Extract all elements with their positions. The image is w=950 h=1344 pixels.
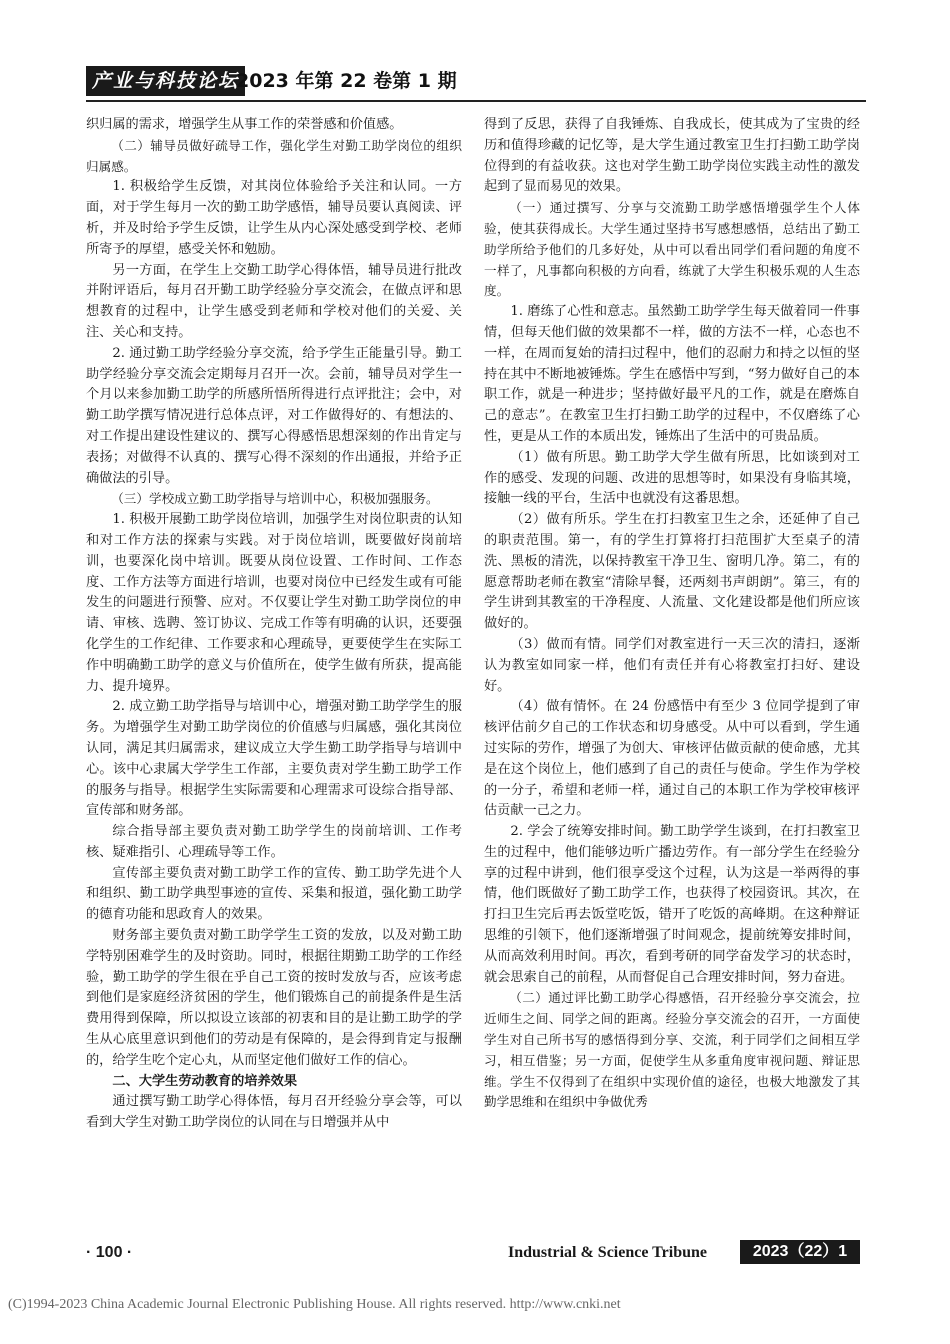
page-number: · 100 · [86, 1244, 133, 1261]
paragraph: 得到了反思，获得了自我锤炼、自我成长，使其成为了宝贵的经历和值得珍藏的记忆等，是大学生通过教室卫生打扫勤工助学岗位得到的有益收获。这也对学生勤工助学岗位实践主动性的激发起到了显而易见的效果。 [484, 117, 860, 195]
paragraph: 织归属的需求，增强学生从事工作的荣誉感和价值感。 [86, 117, 403, 132]
copyright-line: (C)1994-2023 China Academic Journal Electronic Publishing House. All rights reserved. http://www.cnki.net [8, 1297, 621, 1312]
paragraph: （4）做有情怀。在 24 份感悟中有至少 3 位同学提到了审核评估前夕自己的工作状态和切身感受。从中可以看到，学生通过实际的劳作，增强了为创大、审核评估做贡献的使命感，尤其是在这个岗位上，他们感到了自己的责任与使命。学生作为学校的一分子，希望和老师一样，通过自己的本职工作为学校审核评估贡献一己之力。 [484, 699, 860, 819]
issue-info-cn: 2023 年第 22 卷第 1 期 [236, 70, 457, 92]
journal-header [86, 66, 866, 98]
paragraph: （1）做有所思。勤工助学大学生做有所思，比如谈到对工作的感受、发现的问题、改进的思想等时，如果没有身临其境，接触一线的平台，生活中也就没有这番思想。 [484, 449, 860, 507]
paragraph: （二）辅导员做好疏导工作，强化学生对勤工助学岗位的组织归属感。 [86, 137, 462, 174]
paragraph: （2）做有所乐。学生在打扫教室卫生之余，还延伸了自己的职责范围。第一，有的学生打算将打扫范围扩大至桌子的清洗、黑板的清洗，以保持教室干净卫生、窗明几净。第二，有的愿意帮助老师在教室“清除早餐，还两刻书声朗朗”。第三，有的学生讲到其教室的干净程度、人流量、文化建设都是他们所应该做好的。 [484, 512, 860, 632]
paragraph: 宣传部主要负责对勤工助学工作的宣传、勤工助学先进个人和组织、勤工助学典型事迹的宣传、采集和报道，强化勤工助学的德育功能和思政育人的效果。 [86, 865, 462, 923]
left-column [86, 115, 462, 1134]
paragraph: （3）做而有情。同学们对教室进行一天三次的清扫，逐渐认为教室如同家一样，他们有责任并有心将教室打扫好、建设好。 [484, 636, 860, 694]
journal-name-en: Industrial & Science Tribune [508, 1244, 707, 1261]
paragraph: （三）学校成立勤工助学指导与培训中心，积极加强服务。 [111, 491, 439, 507]
right-column [484, 115, 860, 1113]
paragraph: 1. 积极给学生反馈，对其岗位体验给予关注和认同。一方面，对于学生每月一次的勤工助学感悟，辅导员要认真阅读、评析，并及时给予学生反馈，让学生从内心深处感受到学校、老师所寄予的厚望，感受关怀和勉励。 [86, 179, 462, 257]
paragraph: 2. 学会了统筹安排时间。勤工助学学生谈到，在打扫教室卫生的过程中，他们能够边听广播边劳作。有一部分学生在经验分享的过程中讲到，他们很享受这个过程，认为这是一举两得的事情，他们既做好了勤工助学工作，也获得了校园资讯。其次，在打扫卫生完后再去饭堂吃饭，错开了吃饭的高峰期。在这种辩证思维的引领下，他们逐渐增强了时间观念，提前统筹安排时间，从而高效利用时间。再次，看到考研的同学奋发学习的状态时，就会思索自己的前程，从而督促自己合理安排时间，努力奋进。 [484, 824, 860, 985]
paragraph: 2. 成立勤工助学指导与培训中心，增强对勤工助学学生的服务。为增强学生对勤工助学岗位的价值感与归属感，强化其岗位认同，满足其归属需求，建议成立大学生勤工助学指导与培训中心。该中心隶属大学学生工作部，主要负责对学生勤工助学工作的服务与指导。根据学生实际需要和心理需求可设综合指导部、宣传部和财务部。 [86, 699, 462, 819]
paragraph: 二、大学生劳动教育的培养效果 [112, 1073, 298, 1089]
paragraph: 另一方面，在学生上交勤工助学心得体悟，辅导员进行批改并附评语后，每月召开勤工助学经验分享交流会，在做点评和思想教育的过程中，让学生感受到老师和学校对他们的关爱、关注、关心和支持。 [86, 262, 462, 340]
paragraph: 1. 积极开展勤工助学岗位培训，加强学生对岗位职责的认知和对工作方法的探索与实践。对于岗位培训，既要做好岗前培训，也要深化岗中培训。既要从岗位设置、工作时间、工作态度、工作方法等方面进行培训，也要对岗位中已经发生或有可能发生的问题进行预警、应对。不仅要让学生对勤工助学岗位的申请、审核、选聘、签订协议、完成工作等有明确的认识，还要强化学生的工作纪律、工作要求和心理疏导，更要使学生在实际工作中明确勤工助学的意义与价值所在，使学生做有所获，提高能力、提升境界。 [86, 512, 462, 694]
paragraph: （二）通过评比勤工助学心得感悟，召开经验分享交流会，拉近师生之间、同学之间的距离。经验分享交流会的召开，一方面使学生对自己所书写的感悟得到分享、交流，利于同学们之间相互学习，相互借鉴；另一方面，促使学生从多重角度审视问题、辩证思维。学生不仅得到了在组织中实现价值的途径，也极大地激发了其勤学思维和在组织中争做优秀 [484, 990, 860, 1110]
paragraph: 1. 磨练了心性和意志。虽然勤工助学学生每天做着同一件事情，但每天他们做的效果都不一样，做的方法不一样，心态也不一样，在周而复始的清扫过程中，他们的忍耐力和持之以恒的坚持在其中不断地被锤炼。学生在感悟中写到，“努力做好自己的本职工作，就是一种进步；坚持做好最平凡的工作，就是在磨炼自己的意志”。在教室卫生打扫勤工助学的过程中，不仅磨练了心性，更是从工作的本质出发，锤炼出了生活中的可贵品质。 [484, 304, 860, 444]
paragraph: 综合指导部主要负责对勤工助学学生的岗前培训、工作考核、疑难指引、心理疏导等工作。 [86, 824, 462, 860]
paragraph: 财务部主要负责对勤工助学学生工资的发放，以及对勤工助学特别困难学生的及时资助。同时，根据往期勤工助学的工作经验，勤工助学的学生很在乎自己工资的按时发放与否，应该考虑到他们是家庭经济贫困的学生，他们锻炼自己的前提条件是生活费用得到保障，所以拟设立该部的初衷和目的是让勤工助学的学生从心底里意识到他们的劳动是有保障的，是会得到肯定与报酬的，给学生吃个定心丸，从而坚定他们做好工作的信心。 [86, 928, 462, 1068]
paragraph: 2. 通过勤工助学经验分享交流，给予学生正能量引导。勤工助学经验分享交流会定期每月召开一次。会前，辅导员对学生一个月以来参加勤工助学的所感所悟所得进行点评批注；会中，对勤工助学撰写情况进行总体点评，对工作做得好的、有想法的、对工作提出建设性建议的、撰写心得感悟思想深刻的作出肯定与表扬；对做得不认真的、撰写心得不深刻的作出通报，并给予正确做法的引导。 [86, 345, 462, 486]
paragraph: （一）通过撰写、分享与交流勤工助学感悟增强学生个人体验，使其获得成长。大学生通过坚持书写感想感悟，总结出了勤工助学所给予他们的几多好处，从中可以看出同学们看问题的角度不一样了，凡事都向积极的方向看，练就了大学生积极乐观的人生态度。 [484, 200, 860, 299]
header-rule [86, 100, 866, 102]
journal-name-cn: 产业与科技论坛 [86, 66, 245, 96]
issue-info-en: 2023（22）1 [740, 1240, 860, 1264]
paragraph: 通过撰写勤工助学心得体悟，每月召开经验分享会等，可以看到大学生对勤工助学岗位的认同在与日增强并从中 [86, 1094, 462, 1131]
